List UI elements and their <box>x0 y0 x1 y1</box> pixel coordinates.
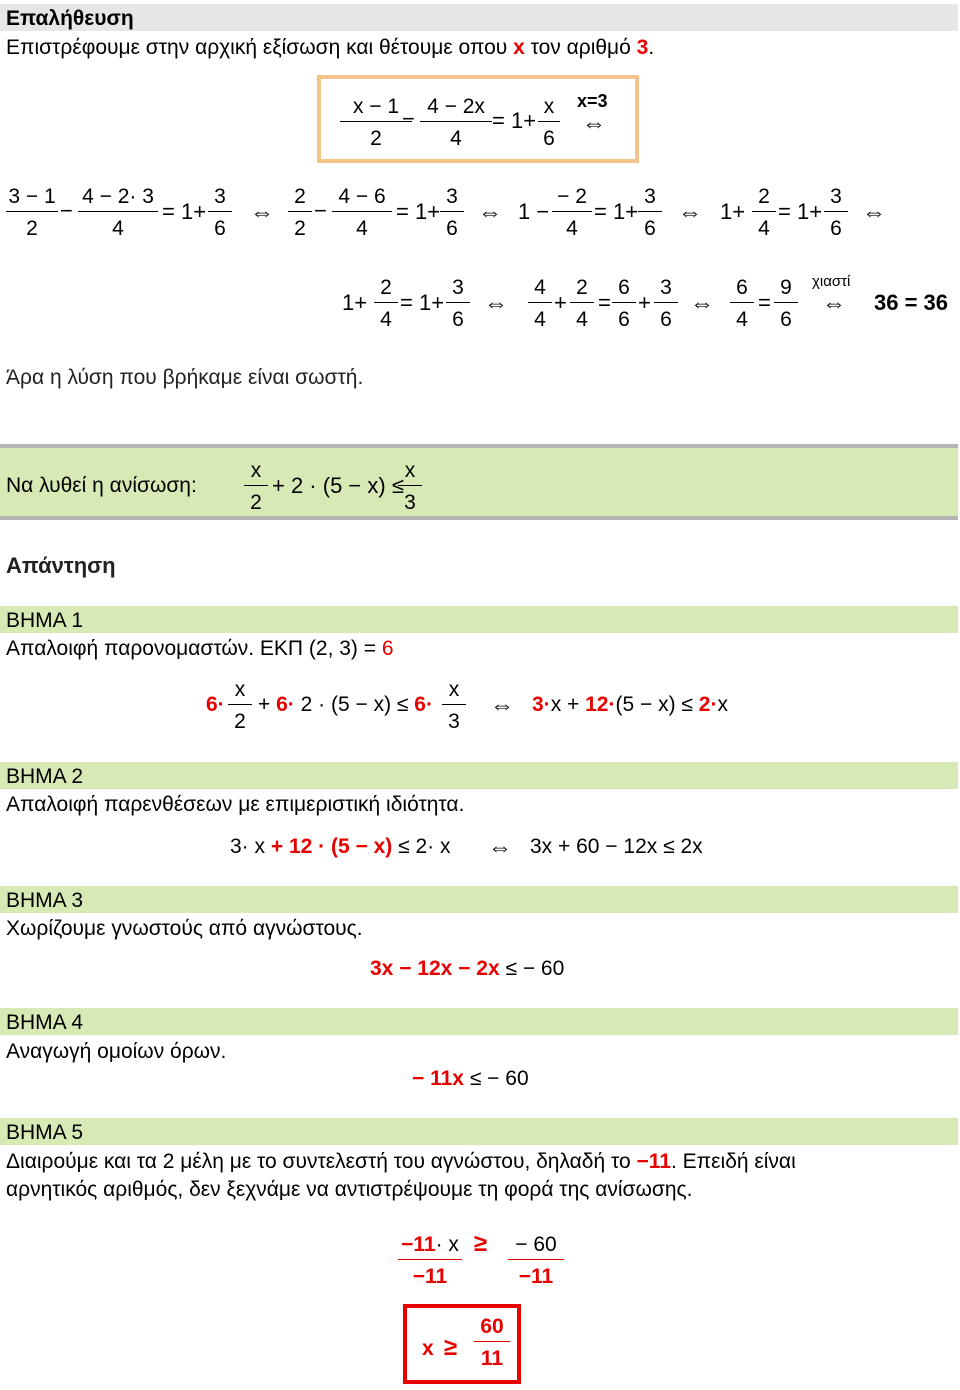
row1-eq: = 1+ <box>162 199 207 224</box>
row2-eq: = <box>598 290 611 315</box>
row2-frac-g: $\frac{6}{4}$ <box>730 277 754 330</box>
equivalence-arrow-icon: ⇔ <box>822 290 846 317</box>
problem-fraction-2: $\frac{x}{3}$ <box>398 460 422 513</box>
box-eq-one-plus: = 1+ <box>492 108 537 133</box>
step1-result: 3·x + 12·(5 − x) ≤ 2·x <box>532 693 728 716</box>
step4-title: ΒΗΜΑ 4 <box>6 1011 84 1034</box>
problem-fraction-1: $\frac{x}{2}$ <box>244 460 268 513</box>
step5-bar <box>0 1118 958 1145</box>
equivalence-arrow-icon: ⇔ <box>488 834 512 861</box>
box-fraction-3: $\frac{x}{6}$ <box>538 96 560 149</box>
row1-one-plus: 1+ <box>720 199 746 224</box>
step5-desc-line2: αρνητικός αριθμός, δεν ξεχνάμε να αντιστρέψουμε τη φορά της ανίσωσης. <box>6 1178 693 1201</box>
step1-bar <box>0 606 958 633</box>
row2-frac-c: $\frac{4}{4}$ <box>528 277 552 330</box>
equivalence-arrow-icon: ⇔ <box>478 199 502 226</box>
verification-intro: Επιστρέφουμε στην αρχική εξίσωση και θέτουμε οπου x τον αριθμό 3. <box>6 36 655 59</box>
step4-desc: Αναγωγή ομοίων όρων. <box>6 1040 227 1063</box>
row1-frac-c: $\frac{3}{6}$ <box>208 186 232 239</box>
row2-frac-e: $\frac{6}{6}$ <box>612 277 636 330</box>
problem-prompt: Να λυθεί η ανίσωση: <box>6 474 197 497</box>
step1-middle: + 6· 2 · (5 − x) ≤ 6· <box>258 693 433 716</box>
step5-fraction-rhs: $\frac{- 60}{-11}$ <box>508 1234 564 1287</box>
row2-plus: + <box>638 290 651 315</box>
step3-bar <box>0 886 958 913</box>
row1-frac-d: $\frac{2}{2}$ <box>288 186 312 239</box>
substitution-label: x=3 <box>577 91 608 111</box>
row1-frac-j: $\frac{3}{6}$ <box>824 186 848 239</box>
step2-desc: Απαλοιφή παρενθέσεων με επιμεριστική ιδιότητα. <box>6 793 465 816</box>
equivalence-arrow-icon: ⇔ <box>582 110 606 137</box>
row2-frac-f: $\frac{3}{6}$ <box>654 277 678 330</box>
step3-title: ΒΗΜΑ 3 <box>6 889 84 912</box>
step2-bar <box>0 762 958 789</box>
step2-title: ΒΗΜΑ 2 <box>6 765 84 788</box>
row1-frac-e: $\frac{4 - 6}{4}$ <box>332 186 392 239</box>
equivalence-arrow-icon: ⇔ <box>678 199 702 226</box>
step1-fraction-2: $\frac{x}{3}$ <box>442 679 466 732</box>
answer-heading: Απάντηση <box>6 553 116 578</box>
step5-title: ΒΗΜΑ 5 <box>6 1121 84 1144</box>
row2-one-plus: 1+ <box>342 290 368 315</box>
step4-bar <box>0 1008 958 1035</box>
verification-result: 36 = 36 <box>874 290 949 315</box>
equivalence-arrow-icon: ⇔ <box>690 290 714 317</box>
final-geq: ≥ <box>444 1334 458 1361</box>
verification-heading: Επαλήθευση <box>6 7 134 30</box>
step1-fraction-1: $\frac{x}{2}$ <box>228 679 252 732</box>
row1-eq: = 1+ <box>778 199 823 224</box>
multiplier: 6· <box>206 693 225 716</box>
step2-rhs: 3x + 60 − 12x ≤ 2x <box>530 835 703 858</box>
verification-heading-bar <box>0 4 958 31</box>
problem-middle: + 2 · (5 − x) ≤ <box>272 473 404 498</box>
row1-frac-a: $\frac{3 - 1}{2}$ <box>6 186 58 239</box>
row1-frac-g: $\frac{- 2}{4}$ <box>552 186 592 239</box>
row2-frac-d: $\frac{2}{4}$ <box>570 277 594 330</box>
box-minus: − <box>402 106 415 131</box>
step5-fraction-lhs: $\frac{-11\cdot x}{-11}$ <box>398 1234 462 1287</box>
row2-eq: = <box>758 290 771 315</box>
step4-equation: − 11x ≤ − 60 <box>412 1067 529 1090</box>
cross-multiply-label: χιαστί <box>812 273 851 290</box>
verification-conclusion: Άρα η λύση που βρήκαμε είναι σωστή. <box>6 366 364 389</box>
step3-equation: 3x − 12x − 2x ≤ − 60 <box>370 957 565 980</box>
row1-frac-i: $\frac{2}{4}$ <box>752 186 776 239</box>
row2-frac-h: $\frac{9}{6}$ <box>774 277 798 330</box>
final-x: x <box>422 1337 434 1360</box>
row1-minus: − <box>60 198 73 223</box>
geq-symbol: ≥ <box>474 1230 488 1257</box>
final-fraction: $\frac{60}{11}$ <box>474 1316 510 1369</box>
row1-minus: − <box>314 198 327 223</box>
row1-frac-f: $\frac{3}{6}$ <box>440 186 464 239</box>
equivalence-arrow-icon: ⇔ <box>862 199 886 226</box>
step1-title: ΒΗΜΑ 1 <box>6 609 84 632</box>
row1-eq: = 1+ <box>594 199 639 224</box>
row1-eq: = 1+ <box>396 199 441 224</box>
step2-lhs: 3· x + 12 · (5 − x) ≤ 2· x <box>230 835 451 858</box>
row2-frac-b: $\frac{3}{6}$ <box>446 277 470 330</box>
row1-one-minus: 1 − <box>518 199 550 224</box>
step5-desc-line1: Διαιρούμε και τα 2 μέλη με το συντελεστή του αγνώστου, δηλαδή το −11. Επειδή είναι <box>6 1150 796 1173</box>
step3-desc: Χωρίζουμε γνωστούς από αγνώστους. <box>6 917 363 940</box>
row2-plus: + <box>554 290 567 315</box>
equivalence-arrow-icon: ⇔ <box>484 290 508 317</box>
row2-eq: = 1+ <box>400 290 445 315</box>
row2-frac-a: $\frac{2}{4}$ <box>374 277 398 330</box>
equivalence-arrow-icon: ⇔ <box>250 199 274 226</box>
box-fraction-1: $\frac{x - 1}{2}$ <box>340 96 412 149</box>
box-fraction-2: $\frac{4 - 2x}{4}$ <box>420 96 492 149</box>
row1-frac-h: $\frac{3}{6}$ <box>638 186 662 239</box>
equivalence-arrow-icon: ⇔ <box>490 692 514 719</box>
step1-desc: Απαλοιφή παρονομαστών. ΕΚΠ (2, 3) = 6 <box>6 637 394 660</box>
row1-frac-b: $\frac{4 - 2\cdot 3}{4}$ <box>78 186 158 239</box>
